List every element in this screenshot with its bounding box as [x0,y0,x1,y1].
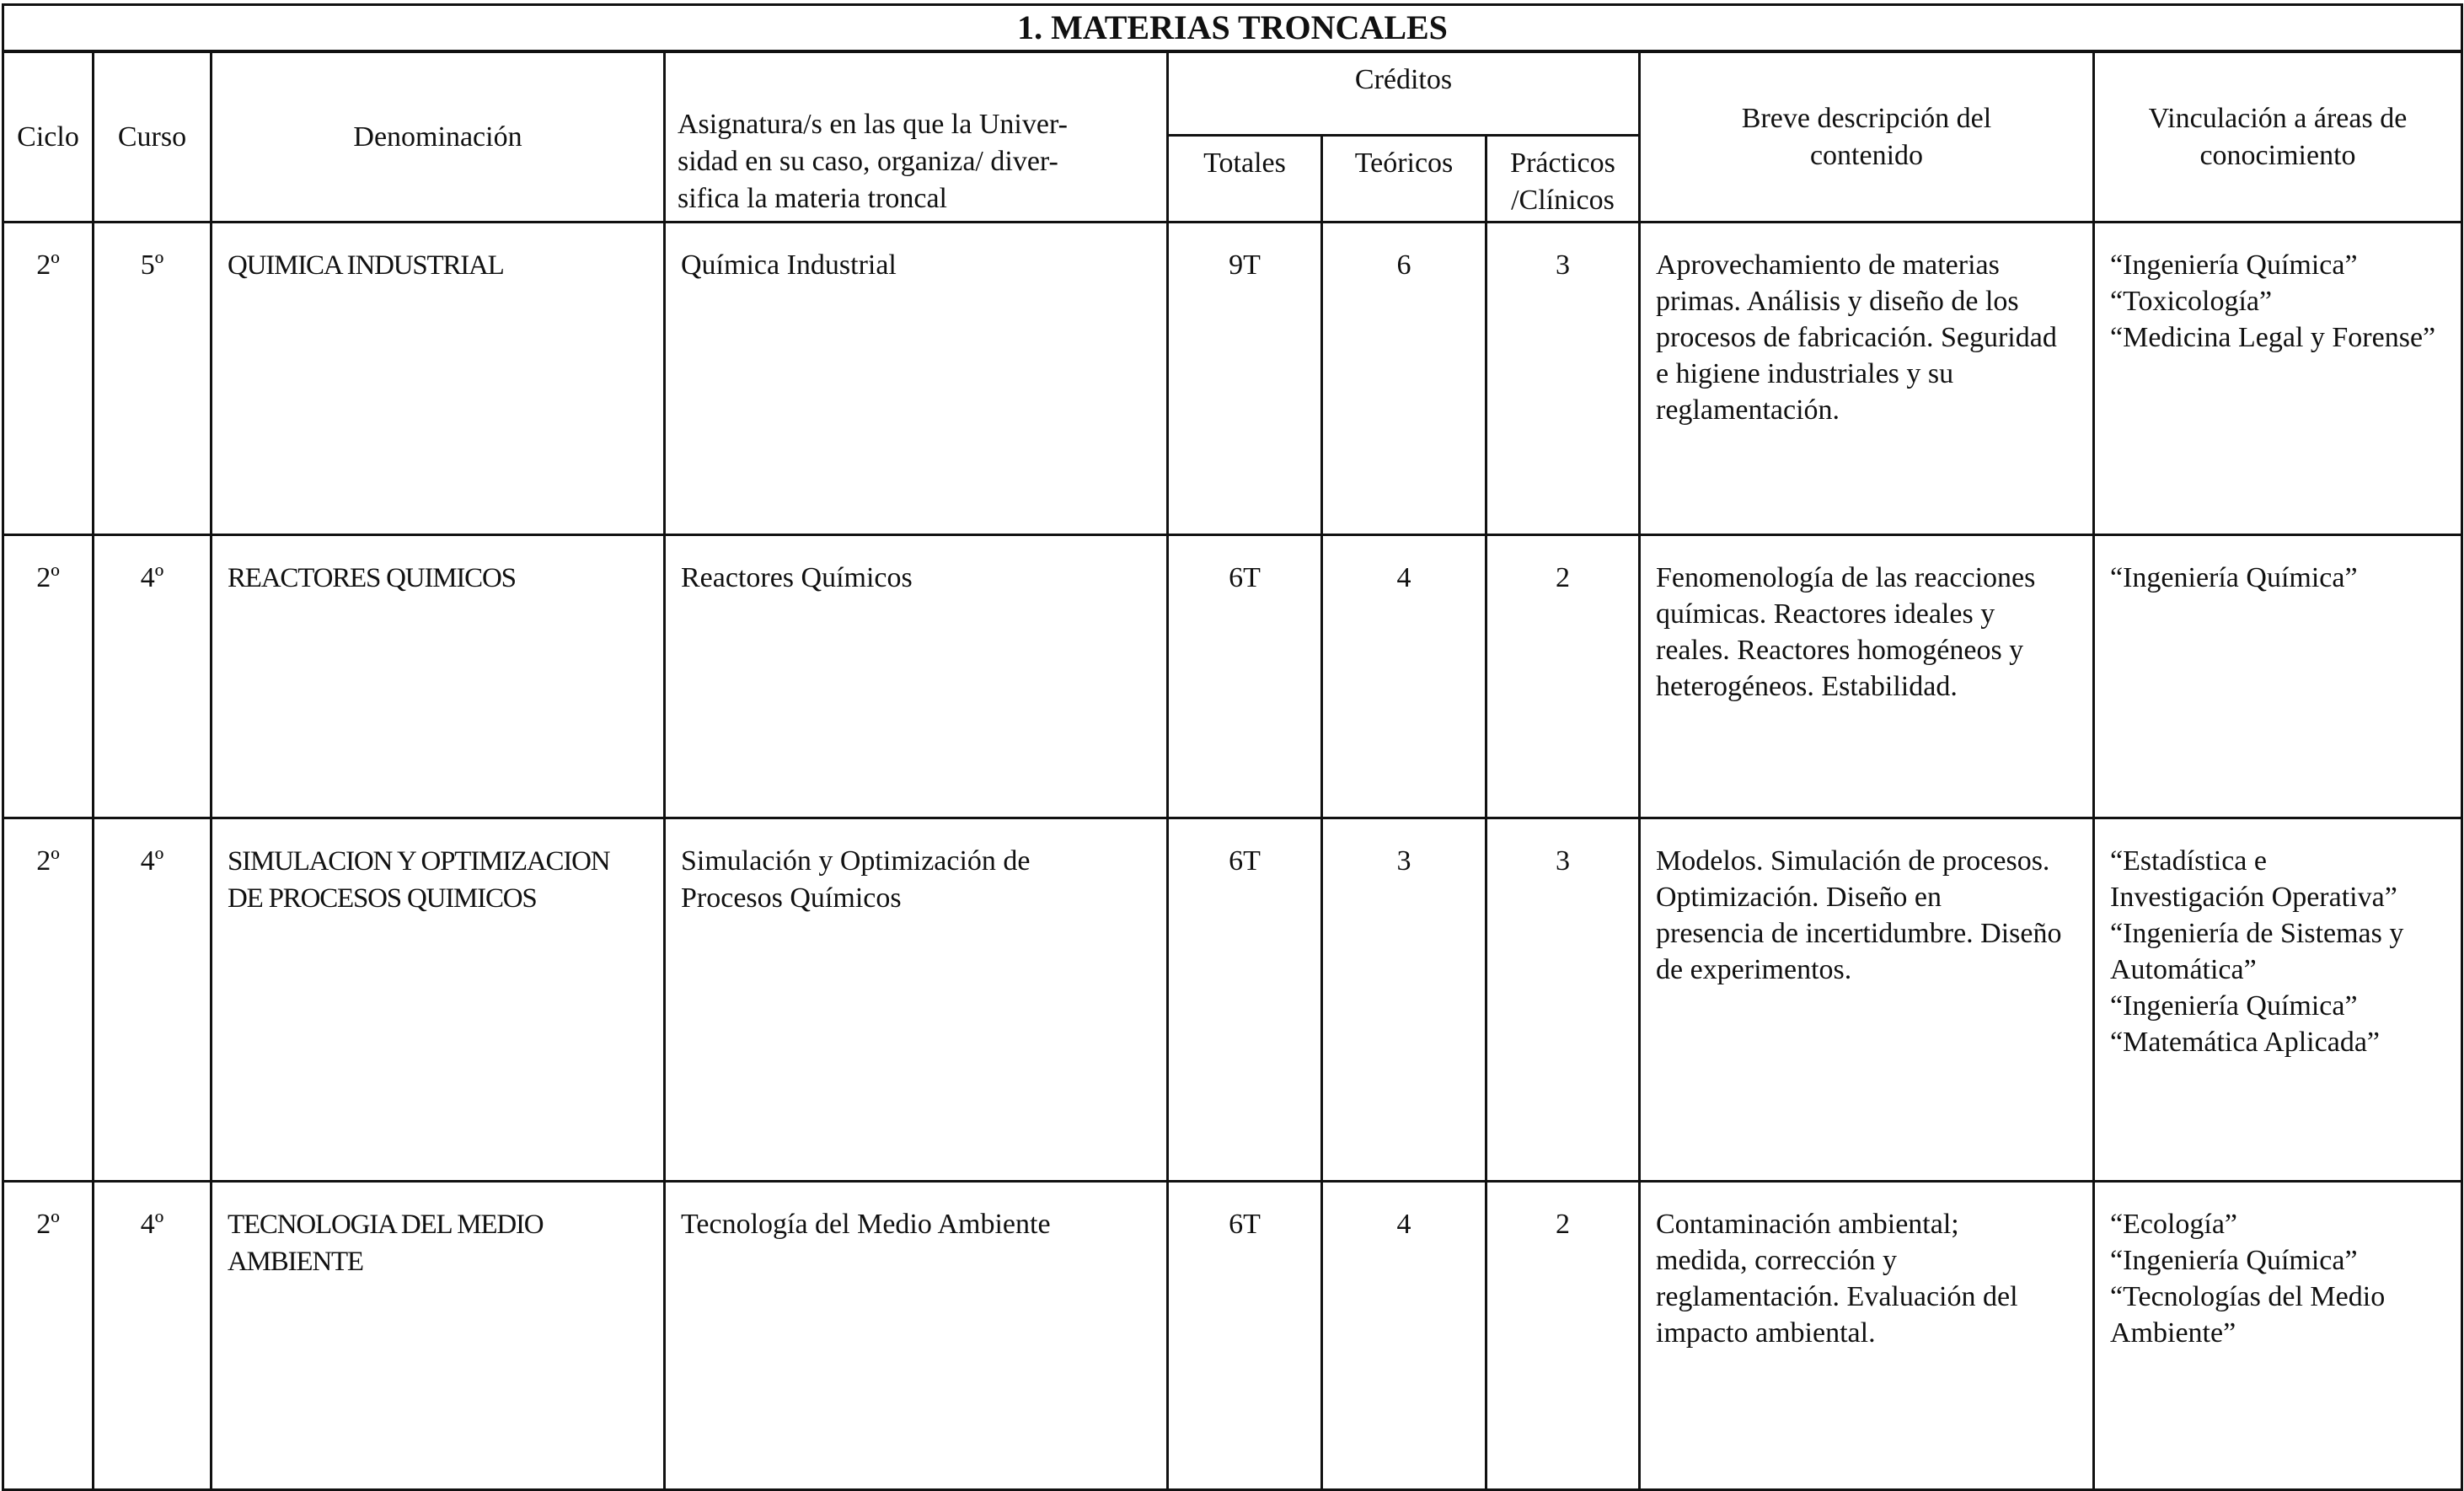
descripcion-line: primas. Análisis y diseño de los [1656,286,2019,317]
cell-practicos: 3 [1486,818,1640,1182]
cell-descripcion [1640,223,2094,535]
denominacion-line: AMBIENTE [228,1247,363,1277]
header-practicos-line: Prácticos [1510,147,1615,179]
descripcion-line: procesos de fabricación. Seguridad [1656,322,2057,353]
cell-areas [2094,1182,2462,1490]
header-asignatura [665,51,1168,223]
cell-descripcion [1640,1182,2094,1490]
descripcion-line: impacto ambiental. [1656,1317,1876,1349]
area-line: Automática” [2110,954,2257,985]
header-asignatura-line: Asignatura/s en las que la Univer- [678,109,1068,140]
descripcion-line: reglamentación. [1656,394,1840,426]
cell-areas [2094,223,2462,535]
header-curso: Curso [94,51,212,223]
cell-curso: 4º [94,1182,212,1490]
header-denominacion: Denominación [212,51,665,223]
area-line: Ambiente” [2110,1317,2236,1349]
cell-totales: 6T [1168,818,1322,1182]
table-row [3,1182,2462,1490]
cell-curso: 5º [94,223,212,535]
area-line: “Estadística e [2110,845,2267,877]
cell-asignatura [665,535,1168,818]
descripcion-line: químicas. Reactores ideales y [1656,598,1995,630]
cell-ciclo: 2º [3,1182,94,1490]
descripcion-line: heterogéneos. Estabilidad. [1656,671,1958,702]
asignatura-line: Reactores Químicos [681,562,913,593]
cell-totales: 6T [1168,535,1322,818]
cell-denominacion [212,1182,665,1490]
cell-descripcion [1640,535,2094,818]
cell-areas [2094,535,2462,818]
header-practicos-line: /Clínicos [1511,185,1615,216]
table-row [3,818,2462,1182]
cell-denominacion [212,223,665,535]
cell-denominacion [212,535,665,818]
descripcion-line: e higiene industriales y su [1656,358,1954,389]
cell-teoricos: 4 [1322,535,1486,818]
header-asignatura-line: sidad en su caso, organiza/ diver- [678,146,1058,177]
asignatura-line: Tecnología del Medio Ambiente [681,1209,1051,1240]
area-line: “Ingeniería Química” [2110,990,2358,1022]
header-vinculacion [2094,51,2462,223]
area-line: “Medicina Legal y Forense” [2110,322,2436,353]
table-title: 1. MATERIAS TRONCALES [3,5,2462,52]
denominacion-line: DE PROCESOS QUIMICOS [228,883,537,914]
table-row [3,535,2462,818]
descripcion-line: Modelos. Simulación de procesos. [1656,845,2050,877]
header-descripcion-line: Breve descripción del [1741,102,1992,134]
cell-teoricos: 4 [1322,1182,1486,1490]
descripcion-line: de experimentos. [1656,954,1852,985]
area-line: “Ingeniería Química” [2110,249,2358,281]
cell-areas [2094,818,2462,1182]
materias-troncales-table [2,3,2463,1491]
header-practicos [1486,136,1640,223]
cell-ciclo: 2º [3,535,94,818]
descripcion-line: Aprovechamiento de materias [1656,249,2000,281]
denominacion-line: REACTORES QUIMICOS [228,563,516,593]
cell-asignatura [665,818,1168,1182]
cell-teoricos: 6 [1322,223,1486,535]
header-descripcion [1640,51,2094,223]
descripcion-line: Fenomenología de las reacciones [1656,562,2036,593]
cell-curso: 4º [94,818,212,1182]
area-line: “Ingeniería de Sistemas y [2110,918,2404,949]
asignatura-line: Química Industrial [681,249,897,281]
area-line: “Tecnologías del Medio [2110,1281,2386,1312]
area-line: “Ingeniería Química” [2110,1245,2358,1276]
cell-practicos: 2 [1486,535,1640,818]
cell-ciclo: 2º [3,818,94,1182]
cell-practicos: 3 [1486,223,1640,535]
descripcion-line: reglamentación. Evaluación del [1656,1281,2018,1312]
descripcion-line: Optimización. Diseño en [1656,882,1942,913]
descripcion-line: Contaminación ambiental; [1656,1209,1959,1240]
cell-ciclo: 2º [3,223,94,535]
header-vinculacion-line: Vinculación a áreas de [2148,102,2408,134]
descripcion-line: medida, corrección y [1656,1245,1898,1276]
cell-descripcion [1640,818,2094,1182]
table-row [3,223,2462,535]
header-totales: Totales [1168,136,1322,223]
cell-asignatura [665,223,1168,535]
cell-totales: 9T [1168,223,1322,535]
asignatura-line: Procesos Químicos [681,882,902,914]
header-teoricos: Teóricos [1322,136,1486,223]
header-descripcion-line: contenido [1809,139,1924,171]
denominacion-line: QUIMICA INDUSTRIAL [228,250,504,281]
header-vinculacion-line: conocimiento [2199,139,2356,171]
cell-totales: 6T [1168,1182,1322,1490]
asignatura-line: Simulación y Optimización de [681,845,1031,877]
header-creditos: Créditos [1168,51,1640,136]
cell-denominacion [212,818,665,1182]
area-line: “Ingeniería Química” [2110,562,2358,593]
area-line: Investigación Operativa” [2110,882,2397,913]
area-line: “Ecología” [2110,1209,2238,1240]
area-line: “Toxicología” [2110,286,2273,317]
header-asignatura-line: sifica la materia troncal [678,183,947,214]
descripcion-line: presencia de incertidumbre. Diseño [1656,918,2062,949]
cell-asignatura [665,1182,1168,1490]
document-page [2,3,2461,1433]
denominacion-line: SIMULACION Y OPTIMIZACION [228,846,610,877]
header-ciclo: Ciclo [3,51,94,223]
area-line: “Matemática Aplicada” [2110,1027,2380,1058]
cell-practicos: 2 [1486,1182,1640,1490]
denominacion-line: TECNOLOGIA DEL MEDIO [228,1209,544,1240]
descripcion-line: reales. Reactores homogéneos y [1656,635,2024,666]
cell-teoricos: 3 [1322,818,1486,1182]
cell-curso: 4º [94,535,212,818]
